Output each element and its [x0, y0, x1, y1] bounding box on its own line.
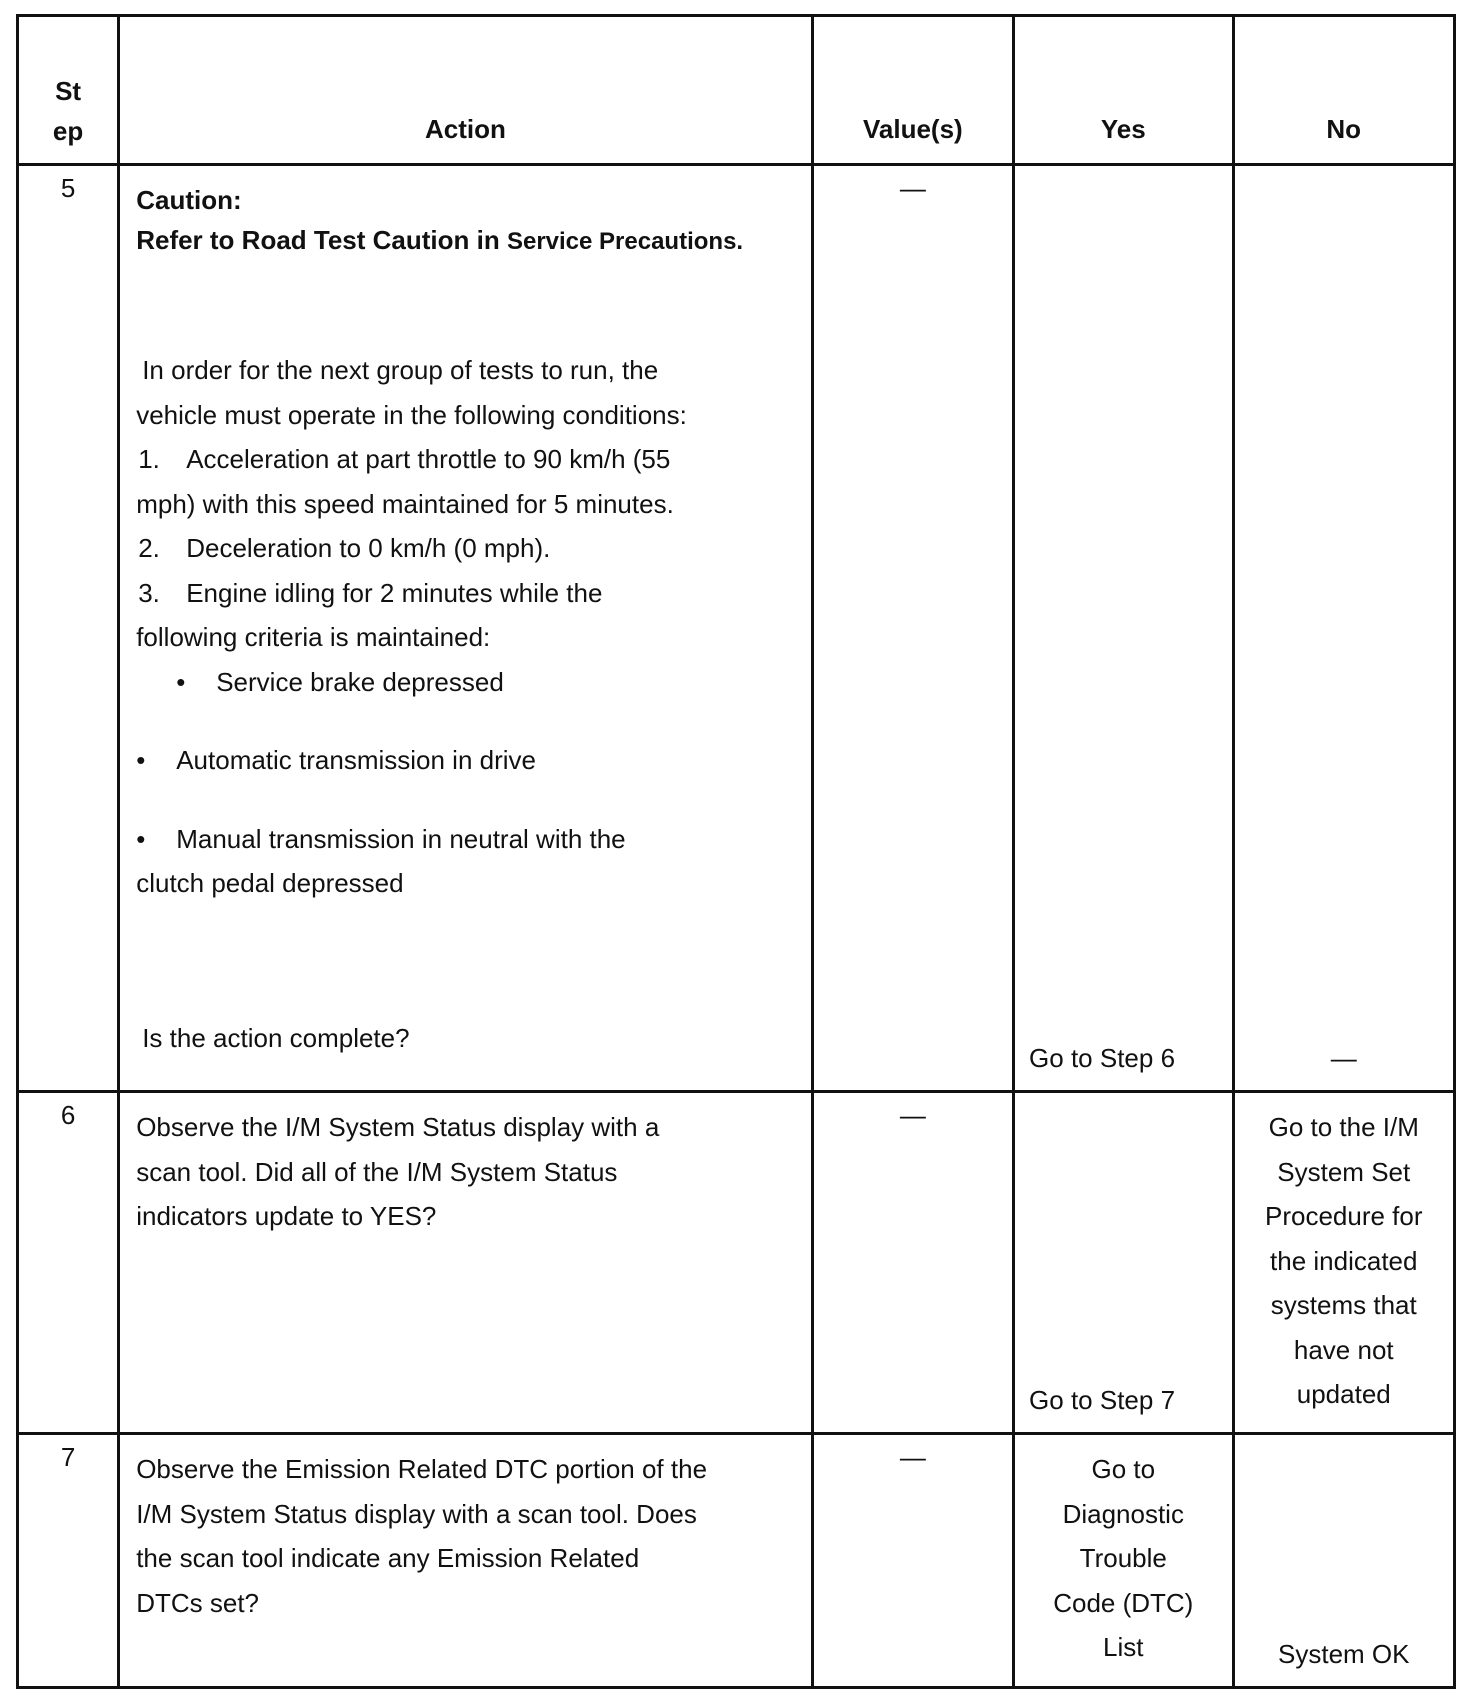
header-step-line2: ep	[52, 116, 84, 146]
no-line: systems that	[1270, 1290, 1417, 1320]
bullet-icon: •	[176, 666, 186, 697]
list-number: 2.	[138, 533, 160, 563]
intro-line1: In order for the next group of tests to run, the	[142, 355, 659, 385]
step-number: 7	[18, 1434, 119, 1688]
no-link[interactable]	[1235, 1093, 1454, 1417]
list-item	[136, 437, 798, 482]
bullet-text-continuation: clutch pedal depressed	[136, 868, 404, 898]
table-row	[18, 1092, 1455, 1434]
no-line: updated	[1296, 1379, 1391, 1409]
bullet-text: Service brake depressed	[216, 666, 504, 697]
list-item	[136, 571, 798, 616]
action-line: the scan tool indicate any Emission Related	[136, 1543, 640, 1573]
header-no	[1233, 16, 1455, 165]
bullet-item	[136, 660, 798, 705]
value-cell: —	[812, 165, 1013, 1092]
bullet-text: Automatic transmission in drive	[176, 745, 537, 775]
yes-link[interactable]: Go to Step 6	[1029, 1042, 1176, 1073]
list-text: Engine idling for 2 minutes while the	[186, 577, 603, 608]
header-yes	[1014, 16, 1233, 165]
no-line: Procedure for	[1264, 1201, 1423, 1231]
action-question: Is the action complete?	[142, 1022, 410, 1053]
list-item	[136, 526, 798, 571]
caution-text-part1: Refer to Road Test Caution in	[136, 225, 507, 255]
action-line: I/M System Status display with a scan tool. Does	[136, 1498, 697, 1529]
list-number: 1.	[138, 444, 160, 474]
list-number: 3.	[138, 577, 160, 608]
bullet-text: Manual transmission in neutral with the	[176, 823, 626, 854]
no-value: System OK	[1278, 1638, 1410, 1669]
table-row	[18, 165, 1455, 1092]
no-line: System Set	[1277, 1156, 1411, 1187]
header-action-label: Action	[424, 113, 506, 144]
action-line: Observe the I/M System Status display with a	[136, 1112, 660, 1142]
caution-text	[136, 220, 798, 262]
yes-cell	[1014, 165, 1233, 1092]
caution-link-service-precautions[interactable]: Service Precautions.	[506, 228, 744, 255]
yes-line: Code (DTC)	[1053, 1587, 1194, 1618]
header-step	[18, 16, 119, 165]
yes-link[interactable]	[1015, 1435, 1231, 1670]
caution-title: Caution:	[136, 185, 242, 215]
action-line: indicators update to YES?	[136, 1201, 437, 1231]
bullet-icon: •	[136, 745, 146, 775]
yes-line: Trouble	[1079, 1543, 1167, 1573]
yes-line: Diagnostic	[1062, 1498, 1184, 1529]
value-cell: —	[812, 1434, 1013, 1688]
bullet-item	[136, 738, 798, 783]
header-values-label: Value(s)	[862, 113, 963, 144]
action-line: DTCs set?	[136, 1587, 260, 1618]
yes-cell	[1014, 1092, 1233, 1434]
yes-line: List	[1103, 1632, 1144, 1662]
yes-line: Go to	[1091, 1454, 1156, 1484]
list-item-continuation: mph) with this speed maintained for 5 minutes.	[136, 488, 674, 519]
header-values	[812, 16, 1013, 165]
diagnostic-table	[16, 14, 1456, 1689]
yes-cell	[1014, 1434, 1233, 1688]
list-text: Acceleration at part throttle to 90 km/h (55	[186, 444, 671, 474]
no-cell	[1233, 1092, 1455, 1434]
action-cell	[119, 165, 812, 1092]
bullet-item	[136, 817, 798, 862]
action-line: Observe the Emission Related DTC portion of the	[136, 1454, 708, 1484]
no-cell	[1233, 165, 1455, 1092]
action-cell	[119, 1092, 812, 1434]
list-text: Deceleration to 0 km/h (0 mph).	[186, 533, 551, 563]
header-no-label: No	[1326, 113, 1362, 144]
table-row	[18, 1434, 1455, 1688]
action-cell	[119, 1434, 812, 1688]
step-number: 6	[18, 1092, 119, 1434]
bullet-icon: •	[136, 823, 146, 854]
header-row	[18, 16, 1455, 165]
step-number: 5	[18, 165, 119, 1092]
value-cell: —	[812, 1092, 1013, 1434]
header-step-line1: St	[55, 76, 82, 106]
header-yes-label: Yes	[1100, 113, 1146, 144]
no-line: Go to the I/M	[1268, 1112, 1419, 1142]
no-line: have not	[1293, 1334, 1394, 1365]
no-line: the indicated	[1270, 1245, 1418, 1276]
no-cell	[1233, 1434, 1455, 1688]
list-item-continuation: following criteria is maintained:	[136, 622, 491, 652]
header-action	[119, 16, 812, 165]
intro-line2: vehicle must operate in the following conditions:	[136, 399, 687, 430]
yes-link[interactable]: Go to Step 7	[1029, 1384, 1176, 1415]
action-line: scan tool. Did all of the I/M System Status	[136, 1156, 618, 1187]
no-value: —	[1330, 1042, 1357, 1073]
